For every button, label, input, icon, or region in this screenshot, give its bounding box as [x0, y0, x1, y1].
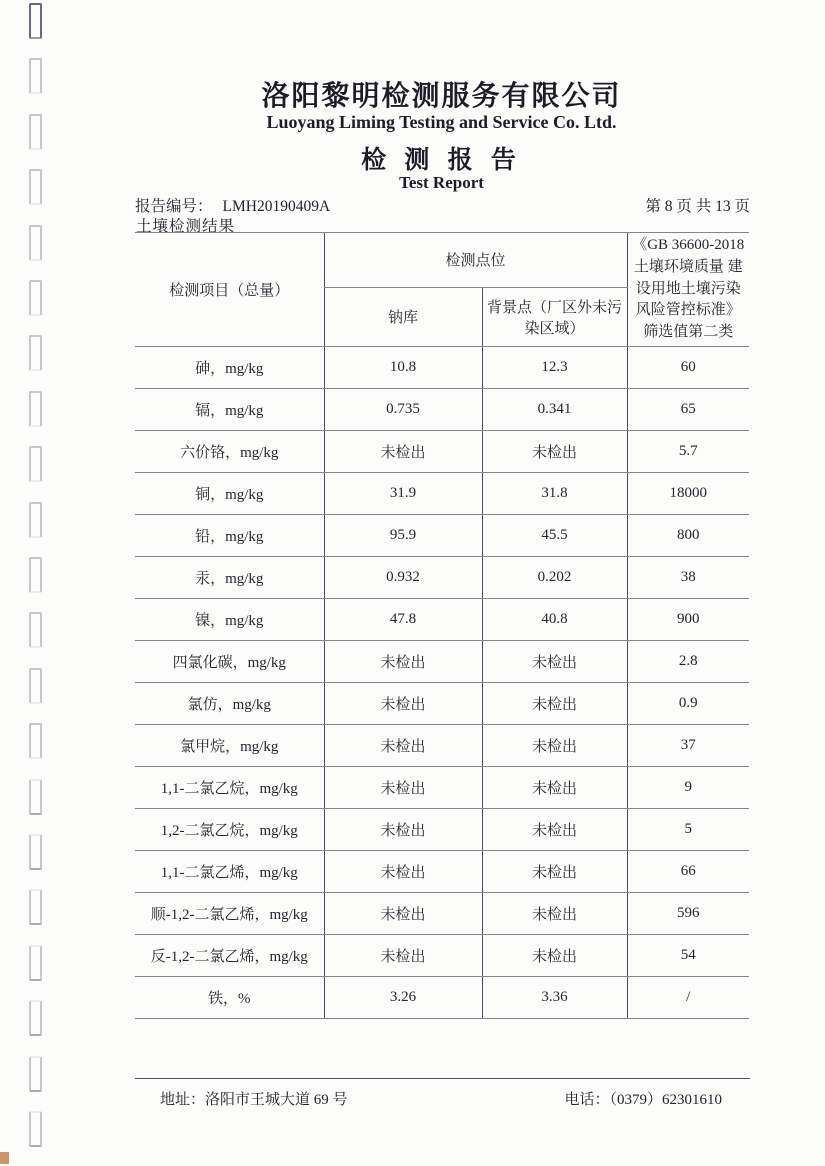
background-value-cell: 未检出 — [482, 430, 627, 472]
table-row — [135, 388, 749, 430]
background-value-cell: 未检出 — [482, 766, 627, 808]
param-cell: 1,1-二氯乙烷，mg/kg — [135, 766, 324, 808]
company-name-en: Luoyang Liming Testing and Service Co. Ltd. — [266, 112, 617, 132]
standard-value-cell: 5.7 — [627, 430, 749, 472]
binding-hole-mark — [29, 1056, 42, 1092]
phone-label: 电话： — [564, 1092, 610, 1108]
report-meta-row — [135, 194, 750, 216]
nayu-value-cell: 未检出 — [324, 892, 482, 934]
standard-value-cell: / — [627, 976, 749, 1018]
background-value-cell: 未检出 — [482, 850, 627, 892]
binding-hole-mark — [29, 557, 42, 593]
standard-value-cell: 0.9 — [627, 682, 749, 724]
standard-value-cell: 38 — [627, 556, 749, 598]
background-value-cell: 未检出 — [482, 640, 627, 682]
report-number-value: LMH20190409A — [222, 198, 331, 215]
nayu-value-cell: 47.8 — [324, 598, 482, 640]
report-number-label: 报告编号： — [135, 198, 213, 215]
footer-address — [160, 1088, 348, 1109]
nayu-value-cell: 未检出 — [324, 430, 482, 472]
header-param: 检测项目（总量） — [135, 233, 324, 347]
nayu-value-cell: 未检出 — [324, 682, 482, 724]
binding-hole-mark — [29, 668, 42, 704]
nayu-value-cell: 未检出 — [324, 640, 482, 682]
background-value-cell: 45.5 — [482, 514, 627, 556]
background-value-cell: 0.202 — [482, 556, 627, 598]
standard-value-cell: 596 — [627, 892, 749, 934]
footer-phone — [564, 1088, 722, 1109]
background-value-cell: 未检出 — [482, 682, 627, 724]
binding-hole-mark — [29, 502, 42, 538]
binding-hole-mark — [29, 280, 42, 316]
binding-hole-mark — [29, 1111, 42, 1147]
binding-hole-mark — [29, 834, 42, 870]
nayu-value-cell: 31.9 — [324, 472, 482, 514]
standard-value-cell: 60 — [627, 346, 749, 388]
report-number — [135, 194, 330, 216]
section-title: 土壤检测结果 — [136, 218, 236, 235]
param-cell: 氯甲烷，mg/kg — [135, 724, 324, 766]
table-row — [135, 766, 749, 808]
header-standard: 《GB 36600-2018 土壤环境质量 建设用地土壤污染风险管控标准》筛选值第二类 — [627, 233, 749, 347]
param-cell: 镉，mg/kg — [135, 388, 324, 430]
binding-hole-mark — [29, 335, 42, 371]
binding-hole-mark — [29, 612, 42, 648]
table-row — [135, 850, 749, 892]
table-row — [135, 724, 749, 766]
nayu-value-cell: 95.9 — [324, 514, 482, 556]
background-value-cell: 未检出 — [482, 892, 627, 934]
param-cell: 氯仿，mg/kg — [135, 682, 324, 724]
table-row — [135, 430, 749, 472]
nayu-value-cell: 未检出 — [324, 766, 482, 808]
param-cell: 汞，mg/kg — [135, 556, 324, 598]
header-point-nayu: 钠库 — [324, 287, 482, 346]
phone-value: （0379）62301610 — [609, 1092, 722, 1108]
address-label: 地址： — [160, 1092, 206, 1108]
param-cell: 砷，mg/kg — [135, 346, 324, 388]
standard-value-cell: 66 — [627, 850, 749, 892]
binding-hole-mark — [29, 446, 42, 482]
standard-value-cell: 9 — [627, 766, 749, 808]
background-value-cell: 未检出 — [482, 808, 627, 850]
binding-hole-mark — [29, 1000, 42, 1036]
nayu-value-cell: 未检出 — [324, 724, 482, 766]
background-value-cell: 31.8 — [482, 472, 627, 514]
company-name-cn: 洛阳黎明检测服务有限公司 — [261, 81, 622, 112]
report-title-cn: 检 测 报 告 — [361, 147, 522, 174]
param-cell: 1,1-二氯乙烯，mg/kg — [135, 850, 324, 892]
param-cell: 四氯化碳，mg/kg — [135, 640, 324, 682]
nayu-value-cell: 未检出 — [324, 850, 482, 892]
header-point-background: 背景点（厂区外未污染区域） — [482, 287, 627, 346]
standard-value-cell: 18000 — [627, 472, 749, 514]
background-value-cell: 40.8 — [482, 598, 627, 640]
table-row — [135, 976, 749, 1018]
table-row — [135, 808, 749, 850]
nayu-value-cell: 3.26 — [324, 976, 482, 1018]
binding-hole-mark — [29, 114, 42, 150]
param-cell: 铜，mg/kg — [135, 472, 324, 514]
nayu-value-cell: 0.932 — [324, 556, 482, 598]
binding-hole-mark — [29, 889, 42, 925]
scan-artifact — [0, 1152, 9, 1164]
table-row — [135, 556, 749, 598]
binding-hole-mark — [29, 58, 42, 94]
nayu-value-cell: 10.8 — [324, 346, 482, 388]
background-value-cell: 未检出 — [482, 934, 627, 976]
standard-value-cell: 65 — [627, 388, 749, 430]
binding-hole-mark — [29, 945, 42, 981]
standard-value-cell: 2.8 — [627, 640, 749, 682]
table-row — [135, 934, 749, 976]
param-cell: 六价铬，mg/kg — [135, 430, 324, 472]
standard-value-cell: 54 — [627, 934, 749, 976]
param-cell: 反-1,2-二氯乙烯，mg/kg — [135, 934, 324, 976]
background-value-cell: 未检出 — [482, 724, 627, 766]
table-row — [135, 682, 749, 724]
param-cell: 铁，% — [135, 976, 324, 1018]
table-row — [135, 472, 749, 514]
binding-hole-mark — [29, 723, 42, 759]
binding-hole-mark — [29, 3, 42, 39]
soil-results-table — [135, 232, 749, 1019]
param-cell: 铅，mg/kg — [135, 514, 324, 556]
standard-value-cell: 37 — [627, 724, 749, 766]
report-title-en: Test Report — [399, 173, 484, 192]
param-cell: 1,2-二氯乙烷，mg/kg — [135, 808, 324, 850]
binding-hole-mark — [29, 225, 42, 261]
binding-hole-mark — [29, 391, 42, 427]
nayu-value-cell: 未检出 — [324, 808, 482, 850]
table-row — [135, 640, 749, 682]
table-row — [135, 514, 749, 556]
background-value-cell: 12.3 — [482, 346, 627, 388]
param-cell: 镍，mg/kg — [135, 598, 324, 640]
table-row — [135, 892, 749, 934]
background-value-cell: 3.36 — [482, 976, 627, 1018]
binding-hole-mark — [29, 169, 42, 205]
param-cell: 顺-1,2-二氯乙烯，mg/kg — [135, 892, 324, 934]
address-value: 洛阳市王城大道 69 号 — [205, 1092, 348, 1108]
page-indicator: 第 8 页 共 13 页 — [645, 198, 750, 215]
background-value-cell: 0.341 — [482, 388, 627, 430]
results-tbody — [135, 346, 749, 1018]
header-points-group: 检测点位 — [324, 233, 627, 288]
table-row — [135, 598, 749, 640]
page-footer — [135, 1078, 750, 1109]
nayu-value-cell: 0.735 — [324, 388, 482, 430]
standard-value-cell: 800 — [627, 514, 749, 556]
table-row — [135, 346, 749, 388]
nayu-value-cell: 未检出 — [324, 934, 482, 976]
standard-value-cell: 5 — [627, 808, 749, 850]
standard-value-cell: 900 — [627, 598, 749, 640]
binding-hole-mark — [29, 779, 42, 815]
